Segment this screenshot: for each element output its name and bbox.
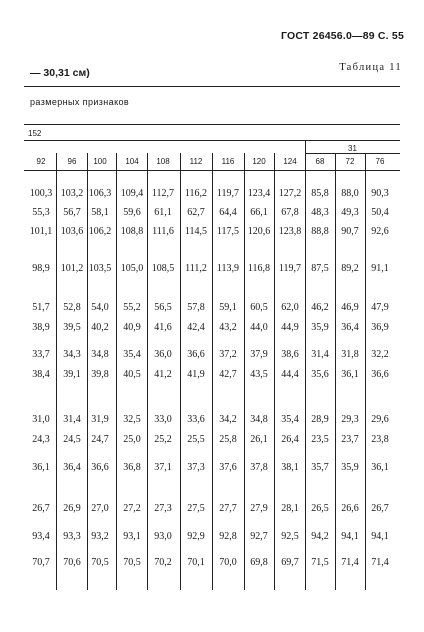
table-cell: 36,6 bbox=[187, 349, 205, 360]
table-cell: 92,6 bbox=[371, 226, 389, 237]
table-cell: 25,2 bbox=[154, 434, 172, 445]
table-cell: 117,5 bbox=[216, 226, 240, 237]
table-cell: 71,4 bbox=[371, 557, 389, 568]
table-cell: 127,2 bbox=[278, 188, 302, 199]
table-cell: 37,6 bbox=[219, 462, 237, 473]
table-cell: 24,7 bbox=[91, 434, 109, 445]
table-cell: 94,1 bbox=[341, 531, 359, 542]
table-cell: 36,1 bbox=[371, 462, 389, 473]
table-cell: 60,5 bbox=[250, 302, 268, 313]
table-continuation-note: — 30,31 см) bbox=[30, 67, 90, 79]
table-cell: 50,4 bbox=[371, 207, 389, 218]
table-cell: 31,4 bbox=[63, 414, 81, 425]
table-cell: 25,8 bbox=[219, 434, 237, 445]
table-cell: 94,2 bbox=[311, 531, 329, 542]
table-cell: 37,2 bbox=[219, 349, 237, 360]
page-header: ГОСТ 26456.0—89 С. 55 bbox=[281, 30, 404, 42]
table-cell: 87,5 bbox=[311, 263, 329, 274]
table-cell: 108,8 bbox=[120, 226, 144, 237]
table-cell: 36,9 bbox=[371, 322, 389, 333]
table-cell: 54,0 bbox=[91, 302, 109, 313]
table-cell: 36,4 bbox=[63, 462, 81, 473]
table-cell: 27,0 bbox=[91, 503, 109, 514]
table-cell: 34,3 bbox=[63, 349, 81, 360]
table-cell: 43,5 bbox=[250, 369, 268, 380]
table-cell: 88,8 bbox=[311, 226, 329, 237]
table-cell: 37,9 bbox=[250, 349, 268, 360]
table-cell: 106,2 bbox=[88, 226, 112, 237]
table-cell: 70,5 bbox=[91, 557, 109, 568]
table-cell: 39,8 bbox=[91, 369, 109, 380]
table-cell: 111,2 bbox=[185, 263, 207, 274]
table-cell: 59,1 bbox=[219, 302, 237, 313]
table-cell: 26,7 bbox=[371, 503, 389, 514]
table-cell: 37,3 bbox=[187, 462, 205, 473]
table-cell: 36,8 bbox=[123, 462, 141, 473]
table-cell: 70,7 bbox=[32, 557, 50, 568]
table-cell: 47,9 bbox=[371, 302, 389, 313]
table-cell: 105,0 bbox=[120, 263, 144, 274]
table-cell: 26,5 bbox=[311, 503, 329, 514]
table-cell: 114,5 bbox=[184, 226, 208, 237]
table-cell: 35,9 bbox=[311, 322, 329, 333]
table-cell: 116,2 bbox=[184, 188, 208, 199]
table-cell: 26,6 bbox=[341, 503, 359, 514]
table-cell: 40,2 bbox=[91, 322, 109, 333]
table-cell: 57,8 bbox=[187, 302, 205, 313]
column-header: 92 bbox=[36, 157, 46, 166]
table-cell: 56,5 bbox=[154, 302, 172, 313]
table-cell: 26,7 bbox=[32, 503, 50, 514]
table-cell: 93,0 bbox=[154, 531, 172, 542]
table-cell: 43,2 bbox=[219, 322, 237, 333]
table-cell: 27,2 bbox=[123, 503, 141, 514]
table-cell: 27,7 bbox=[219, 503, 237, 514]
table-cell: 36,0 bbox=[154, 349, 172, 360]
table-cell: 36,6 bbox=[91, 462, 109, 473]
table-top-rule bbox=[24, 86, 400, 87]
table-cell: 92,7 bbox=[250, 531, 268, 542]
table-cell: 39,1 bbox=[63, 369, 81, 380]
table-cell: 103,2 bbox=[60, 188, 84, 199]
table-cell: 71,5 bbox=[311, 557, 329, 568]
table-cell: 70,5 bbox=[123, 557, 141, 568]
table-cell: 23,8 bbox=[371, 434, 389, 445]
table-cell: 70,2 bbox=[154, 557, 172, 568]
table-cell: 44,0 bbox=[250, 322, 268, 333]
table-cell: 31,4 bbox=[311, 349, 329, 360]
table-cell: 33,0 bbox=[154, 414, 172, 425]
table-cell: 90,3 bbox=[371, 188, 389, 199]
table-cell: 92,8 bbox=[219, 531, 237, 542]
table-cell: 91,1 bbox=[371, 263, 389, 274]
table-cell: 41,2 bbox=[154, 369, 172, 380]
table-cell: 101,2 bbox=[60, 263, 84, 274]
table-cell: 34,2 bbox=[219, 414, 237, 425]
header-rule-upper bbox=[24, 124, 400, 125]
table-cell: 26,9 bbox=[63, 503, 81, 514]
table-cell: 24,3 bbox=[32, 434, 50, 445]
table-cell: 64,4 bbox=[219, 207, 237, 218]
table-cell: 49,3 bbox=[341, 207, 359, 218]
table-cell: 34,8 bbox=[91, 349, 109, 360]
table-cell: 120,6 bbox=[247, 226, 271, 237]
table-cell: 29,3 bbox=[341, 414, 359, 425]
table-cell: 70,6 bbox=[63, 557, 81, 568]
table-cell: 40,5 bbox=[123, 369, 141, 380]
table-cell: 23,5 bbox=[311, 434, 329, 445]
table-cell: 93,1 bbox=[123, 531, 141, 542]
table-cell: 66,1 bbox=[250, 207, 268, 218]
table-cell: 88,0 bbox=[341, 188, 359, 199]
column-header: 76 bbox=[375, 157, 385, 166]
table-cell: 29,6 bbox=[371, 414, 389, 425]
table-cell: 119,7 bbox=[278, 263, 302, 274]
column-header: 108 bbox=[156, 157, 170, 166]
column-header: 112 bbox=[189, 157, 203, 166]
table-cell: 55,2 bbox=[123, 302, 141, 313]
table-cell: 85,8 bbox=[311, 188, 329, 199]
table-cell: 38,9 bbox=[32, 322, 50, 333]
table-cell: 109,4 bbox=[120, 188, 144, 199]
table-cell: 44,4 bbox=[281, 369, 299, 380]
table-cell: 31,9 bbox=[91, 414, 109, 425]
table-cell: 55,3 bbox=[32, 207, 50, 218]
table-cell: 36,1 bbox=[341, 369, 359, 380]
table-cell: 28,1 bbox=[281, 503, 299, 514]
table-cell: 31,0 bbox=[32, 414, 50, 425]
header-rule-subgroup bbox=[305, 153, 400, 154]
table-cell: 34,8 bbox=[250, 414, 268, 425]
table-cell: 25,0 bbox=[123, 434, 141, 445]
table-cell: 35,4 bbox=[123, 349, 141, 360]
table-cell: 71,4 bbox=[341, 557, 359, 568]
table-cell: 33,6 bbox=[187, 414, 205, 425]
table-cell: 35,6 bbox=[311, 369, 329, 380]
table-cell: 70,1 bbox=[187, 557, 205, 568]
table-cell: 51,7 bbox=[32, 302, 50, 313]
table-cell: 41,9 bbox=[187, 369, 205, 380]
table-cell: 69,7 bbox=[281, 557, 299, 568]
table-cell: 103,5 bbox=[88, 263, 112, 274]
table-cell: 23,7 bbox=[341, 434, 359, 445]
table-cell: 94,1 bbox=[371, 531, 389, 542]
table-cell: 46,2 bbox=[311, 302, 329, 313]
table-cell: 62,0 bbox=[281, 302, 299, 313]
table-cell: 123,4 bbox=[247, 188, 271, 199]
table-cell: 37,1 bbox=[154, 462, 172, 473]
table-cell: 36,6 bbox=[371, 369, 389, 380]
table-cell: 27,3 bbox=[154, 503, 172, 514]
table-cell: 33,7 bbox=[32, 349, 50, 360]
table-cell: 25,5 bbox=[187, 434, 205, 445]
table-cell: 59,6 bbox=[123, 207, 141, 218]
table-cell: 38,1 bbox=[281, 462, 299, 473]
table-caption: Таблица 11 bbox=[339, 62, 402, 73]
table-cell: 98,9 bbox=[32, 263, 50, 274]
table-cell: 89,2 bbox=[341, 263, 359, 274]
table-cell: 111,6 bbox=[152, 226, 174, 237]
table-cell: 35,4 bbox=[281, 414, 299, 425]
table-cell: 61,1 bbox=[154, 207, 172, 218]
table-cell: 101,1 bbox=[29, 226, 53, 237]
table-cell: 40,9 bbox=[123, 322, 141, 333]
table-cell: 100,3 bbox=[29, 188, 53, 199]
table-cell: 27,5 bbox=[187, 503, 205, 514]
table-cell: 112,7 bbox=[151, 188, 175, 199]
table-cell: 24,5 bbox=[63, 434, 81, 445]
table-cell: 32,2 bbox=[371, 349, 389, 360]
table-cell: 38,4 bbox=[32, 369, 50, 380]
table-cell: 41,6 bbox=[154, 322, 172, 333]
column-header: 120 bbox=[252, 157, 266, 166]
table-cell: 103,6 bbox=[60, 226, 84, 237]
group-152-label: 152 bbox=[28, 129, 42, 138]
column-header: 68 bbox=[315, 157, 325, 166]
table-cell: 48,3 bbox=[311, 207, 329, 218]
table-cell: 31,8 bbox=[341, 349, 359, 360]
table-cell: 35,7 bbox=[311, 462, 329, 473]
table-cell: 27,9 bbox=[250, 503, 268, 514]
table-cell: 116,8 bbox=[247, 263, 271, 274]
column-header: 100 bbox=[93, 157, 107, 166]
table-cell: 67,8 bbox=[281, 207, 299, 218]
table-cell: 26,1 bbox=[250, 434, 268, 445]
table-cell: 36,1 bbox=[32, 462, 50, 473]
table-subtitle: размерных признаков bbox=[30, 97, 130, 107]
table-cell: 44,9 bbox=[281, 322, 299, 333]
table-cell: 106,3 bbox=[88, 188, 112, 199]
table-cell: 119,7 bbox=[216, 188, 240, 199]
column-header: 104 bbox=[125, 157, 139, 166]
group-31-label: 31 bbox=[348, 144, 357, 153]
table-cell: 26,4 bbox=[281, 434, 299, 445]
header-rule-group bbox=[24, 140, 400, 141]
table-cell: 46,9 bbox=[341, 302, 359, 313]
table-cell: 62,7 bbox=[187, 207, 205, 218]
table-cell: 56,7 bbox=[63, 207, 81, 218]
table-cell: 70,0 bbox=[219, 557, 237, 568]
table-cell: 35,9 bbox=[341, 462, 359, 473]
table-cell: 113,9 bbox=[216, 263, 240, 274]
column-header: 72 bbox=[345, 157, 355, 166]
table-cell: 90,7 bbox=[341, 226, 359, 237]
table-cell: 123,8 bbox=[278, 226, 302, 237]
table-cell: 92,5 bbox=[281, 531, 299, 542]
table-cell: 93,3 bbox=[63, 531, 81, 542]
table-cell: 37,8 bbox=[250, 462, 268, 473]
table-cell: 36,4 bbox=[341, 322, 359, 333]
column-header: 116 bbox=[221, 157, 235, 166]
table-cell: 93,2 bbox=[91, 531, 109, 542]
table-cell: 69,8 bbox=[250, 557, 268, 568]
table-cell: 39,5 bbox=[63, 322, 81, 333]
table-cell: 28,9 bbox=[311, 414, 329, 425]
table-cell: 108,5 bbox=[151, 263, 175, 274]
table-cell: 42,4 bbox=[187, 322, 205, 333]
table-cell: 92,9 bbox=[187, 531, 205, 542]
table-cell: 52,8 bbox=[63, 302, 81, 313]
table-cell: 58,1 bbox=[91, 207, 109, 218]
column-header: 124 bbox=[283, 157, 297, 166]
table-cell: 42,7 bbox=[219, 369, 237, 380]
table-cell: 38,6 bbox=[281, 349, 299, 360]
column-header: 96 bbox=[67, 157, 77, 166]
table-cell: 93,4 bbox=[32, 531, 50, 542]
table-cell: 32,5 bbox=[123, 414, 141, 425]
